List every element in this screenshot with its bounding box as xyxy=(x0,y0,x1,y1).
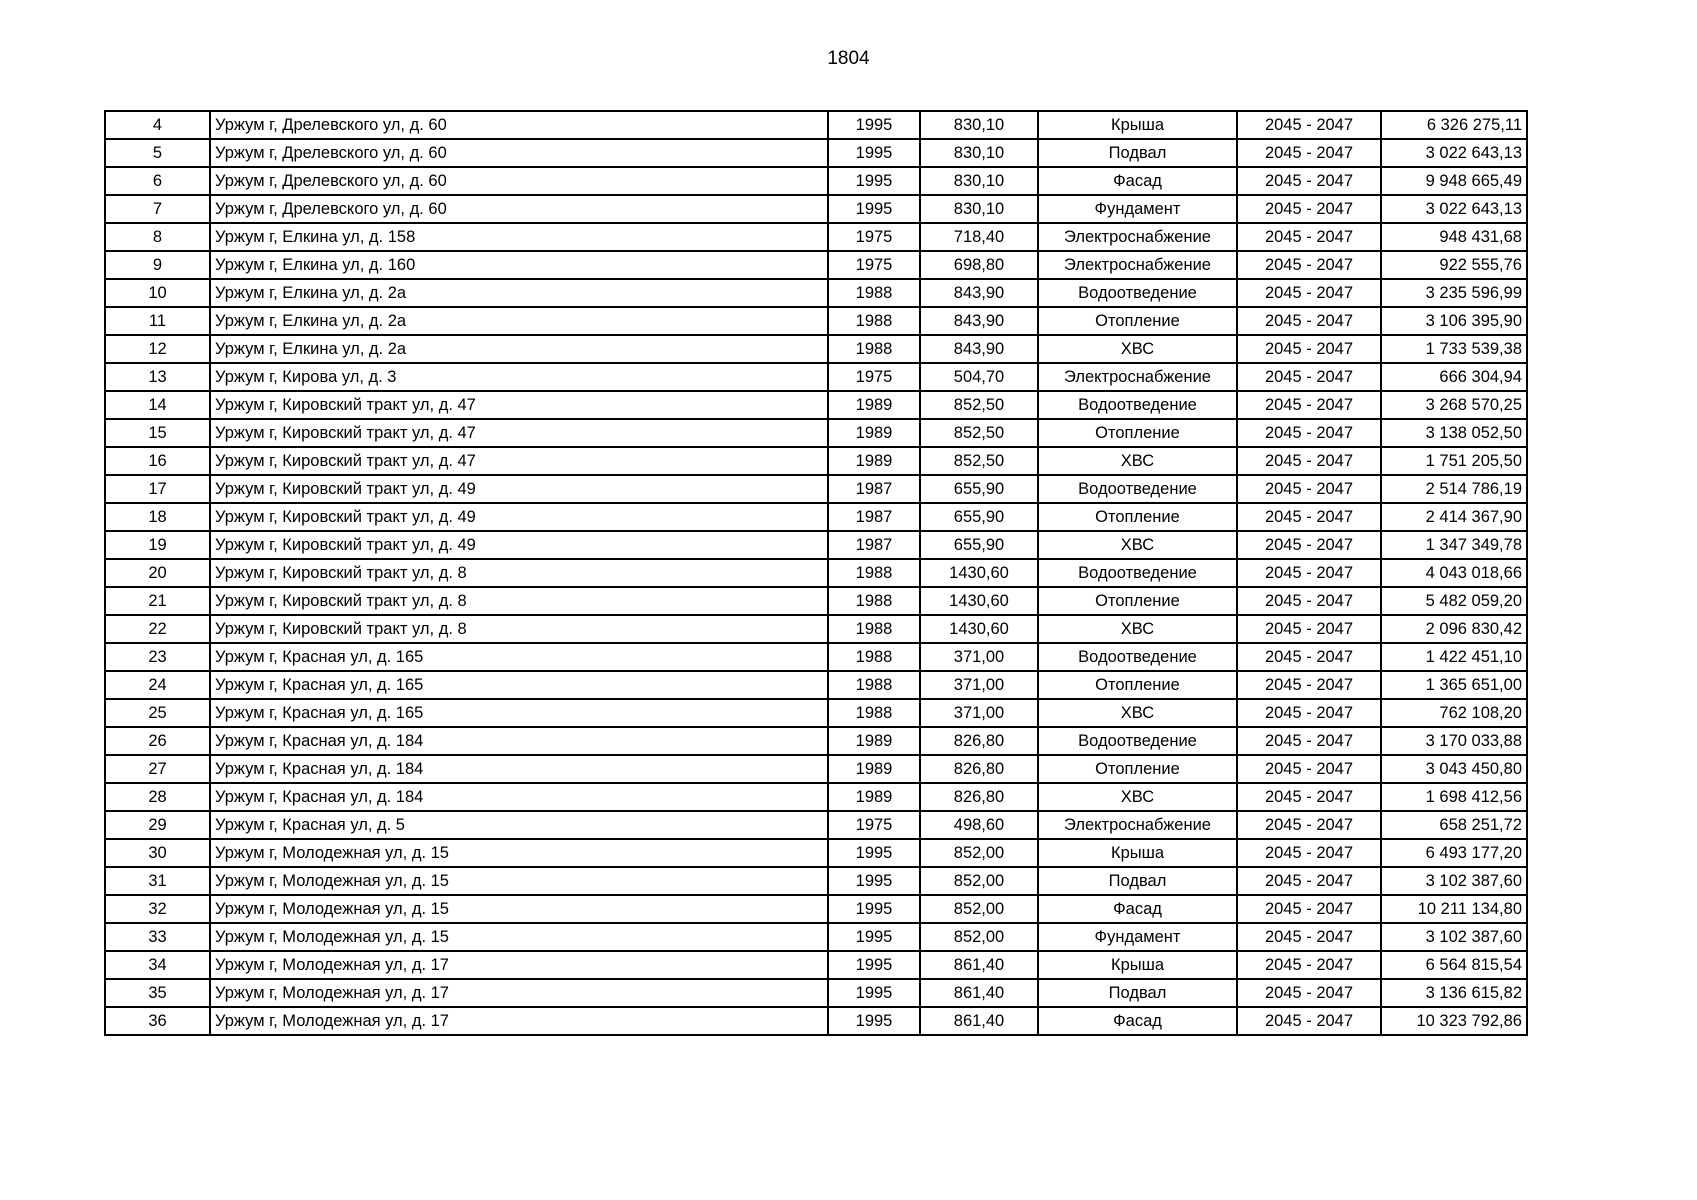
address-cell: Уржум г, Молодежная ул, д. 15 xyxy=(210,867,828,895)
table-row xyxy=(105,531,1527,559)
period-cell: 2045 - 2047 xyxy=(1237,671,1381,699)
area-cell: 843,90 xyxy=(920,279,1038,307)
work-type-cell: Отопление xyxy=(1038,419,1237,447)
period-cell: 2045 - 2047 xyxy=(1237,811,1381,839)
row-number-cell: 10 xyxy=(105,279,210,307)
period-cell: 2045 - 2047 xyxy=(1237,699,1381,727)
row-number-cell: 16 xyxy=(105,447,210,475)
cost-cell: 2 514 786,19 xyxy=(1381,475,1527,503)
table-row xyxy=(105,559,1527,587)
table-row xyxy=(105,699,1527,727)
work-type-cell: Подвал xyxy=(1038,867,1237,895)
year-built-cell: 1987 xyxy=(828,503,920,531)
cost-cell: 10 323 792,86 xyxy=(1381,1007,1527,1035)
address-cell: Уржум г, Елкина ул, д. 2а xyxy=(210,335,828,363)
area-cell: 371,00 xyxy=(920,671,1038,699)
cost-cell: 6 493 177,20 xyxy=(1381,839,1527,867)
period-cell: 2045 - 2047 xyxy=(1237,223,1381,251)
table-row xyxy=(105,363,1527,391)
cost-cell: 1 733 539,38 xyxy=(1381,335,1527,363)
area-cell: 718,40 xyxy=(920,223,1038,251)
table-row xyxy=(105,951,1527,979)
period-cell: 2045 - 2047 xyxy=(1237,895,1381,923)
area-cell: 861,40 xyxy=(920,1007,1038,1035)
area-cell: 852,50 xyxy=(920,419,1038,447)
year-built-cell: 1995 xyxy=(828,867,920,895)
cost-cell: 3 102 387,60 xyxy=(1381,923,1527,951)
work-type-cell: Водоотведение xyxy=(1038,475,1237,503)
cost-cell: 3 138 052,50 xyxy=(1381,419,1527,447)
row-number-cell: 34 xyxy=(105,951,210,979)
area-cell: 826,80 xyxy=(920,755,1038,783)
table-row xyxy=(105,783,1527,811)
period-cell: 2045 - 2047 xyxy=(1237,615,1381,643)
address-cell: Уржум г, Дрелевского ул, д. 60 xyxy=(210,111,828,139)
address-cell: Уржум г, Кировский тракт ул, д. 8 xyxy=(210,559,828,587)
cost-cell: 666 304,94 xyxy=(1381,363,1527,391)
period-cell: 2045 - 2047 xyxy=(1237,727,1381,755)
cost-cell: 1 422 451,10 xyxy=(1381,643,1527,671)
work-type-cell: Водоотведение xyxy=(1038,727,1237,755)
work-type-cell: Отопление xyxy=(1038,503,1237,531)
work-type-cell: Крыша xyxy=(1038,951,1237,979)
table-row xyxy=(105,139,1527,167)
year-built-cell: 1995 xyxy=(828,167,920,195)
row-number-cell: 17 xyxy=(105,475,210,503)
table-row xyxy=(105,335,1527,363)
cost-cell: 922 555,76 xyxy=(1381,251,1527,279)
year-built-cell: 1975 xyxy=(828,251,920,279)
period-cell: 2045 - 2047 xyxy=(1237,363,1381,391)
area-cell: 504,70 xyxy=(920,363,1038,391)
period-cell: 2045 - 2047 xyxy=(1237,1007,1381,1035)
cost-cell: 1 698 412,56 xyxy=(1381,783,1527,811)
cost-cell: 6 326 275,11 xyxy=(1381,111,1527,139)
period-cell: 2045 - 2047 xyxy=(1237,559,1381,587)
year-built-cell: 1975 xyxy=(828,811,920,839)
table-row xyxy=(105,867,1527,895)
year-built-cell: 1987 xyxy=(828,475,920,503)
year-built-cell: 1988 xyxy=(828,671,920,699)
area-cell: 852,00 xyxy=(920,895,1038,923)
address-cell: Уржум г, Молодежная ул, д. 15 xyxy=(210,923,828,951)
row-number-cell: 7 xyxy=(105,195,210,223)
address-cell: Уржум г, Елкина ул, д. 160 xyxy=(210,251,828,279)
work-type-cell: Водоотведение xyxy=(1038,643,1237,671)
table-row xyxy=(105,839,1527,867)
cost-cell: 3 102 387,60 xyxy=(1381,867,1527,895)
cost-cell: 3 170 033,88 xyxy=(1381,727,1527,755)
year-built-cell: 1995 xyxy=(828,951,920,979)
row-number-cell: 28 xyxy=(105,783,210,811)
work-type-cell: ХВС xyxy=(1038,615,1237,643)
work-type-cell: Электроснабжение xyxy=(1038,223,1237,251)
period-cell: 2045 - 2047 xyxy=(1237,587,1381,615)
year-built-cell: 1989 xyxy=(828,783,920,811)
area-cell: 830,10 xyxy=(920,167,1038,195)
cost-cell: 3 136 615,82 xyxy=(1381,979,1527,1007)
period-cell: 2045 - 2047 xyxy=(1237,447,1381,475)
work-type-cell: Крыша xyxy=(1038,111,1237,139)
address-cell: Уржум г, Елкина ул, д. 158 xyxy=(210,223,828,251)
table-row xyxy=(105,503,1527,531)
table-row xyxy=(105,643,1527,671)
address-cell: Уржум г, Елкина ул, д. 2а xyxy=(210,279,828,307)
address-cell: Уржум г, Кировский тракт ул, д. 49 xyxy=(210,503,828,531)
work-type-cell: ХВС xyxy=(1038,447,1237,475)
area-cell: 852,00 xyxy=(920,867,1038,895)
address-cell: Уржум г, Красная ул, д. 165 xyxy=(210,699,828,727)
row-number-cell: 35 xyxy=(105,979,210,1007)
address-cell: Уржум г, Молодежная ул, д. 17 xyxy=(210,979,828,1007)
row-number-cell: 4 xyxy=(105,111,210,139)
year-built-cell: 1989 xyxy=(828,391,920,419)
address-cell: Уржум г, Дрелевского ул, д. 60 xyxy=(210,139,828,167)
address-cell: Уржум г, Молодежная ул, д. 15 xyxy=(210,895,828,923)
cost-cell: 1 751 205,50 xyxy=(1381,447,1527,475)
cost-cell: 3 268 570,25 xyxy=(1381,391,1527,419)
work-type-cell: Электроснабжение xyxy=(1038,251,1237,279)
cost-cell: 3 106 395,90 xyxy=(1381,307,1527,335)
work-type-cell: Подвал xyxy=(1038,979,1237,1007)
area-cell: 655,90 xyxy=(920,475,1038,503)
work-type-cell: Фундамент xyxy=(1038,195,1237,223)
row-number-cell: 25 xyxy=(105,699,210,727)
address-cell: Уржум г, Елкина ул, д. 2а xyxy=(210,307,828,335)
address-cell: Уржум г, Молодежная ул, д. 17 xyxy=(210,951,828,979)
row-number-cell: 9 xyxy=(105,251,210,279)
table-row xyxy=(105,391,1527,419)
work-type-cell: Отопление xyxy=(1038,587,1237,615)
table-row xyxy=(105,615,1527,643)
work-type-cell: Подвал xyxy=(1038,139,1237,167)
address-cell: Уржум г, Молодежная ул, д. 15 xyxy=(210,839,828,867)
year-built-cell: 1988 xyxy=(828,699,920,727)
cost-cell: 3 022 643,13 xyxy=(1381,139,1527,167)
area-cell: 852,00 xyxy=(920,923,1038,951)
row-number-cell: 36 xyxy=(105,1007,210,1035)
row-number-cell: 23 xyxy=(105,643,210,671)
area-cell: 830,10 xyxy=(920,111,1038,139)
table-row xyxy=(105,1007,1527,1035)
period-cell: 2045 - 2047 xyxy=(1237,531,1381,559)
work-type-cell: Электроснабжение xyxy=(1038,363,1237,391)
work-type-cell: Отопление xyxy=(1038,307,1237,335)
row-number-cell: 13 xyxy=(105,363,210,391)
area-cell: 843,90 xyxy=(920,307,1038,335)
work-type-cell: Крыша xyxy=(1038,839,1237,867)
table-row xyxy=(105,307,1527,335)
area-cell: 852,50 xyxy=(920,447,1038,475)
row-number-cell: 18 xyxy=(105,503,210,531)
work-type-cell: Отопление xyxy=(1038,755,1237,783)
work-type-cell: Фундамент xyxy=(1038,923,1237,951)
year-built-cell: 1988 xyxy=(828,335,920,363)
table-row xyxy=(105,223,1527,251)
address-cell: Уржум г, Кировский тракт ул, д. 47 xyxy=(210,419,828,447)
row-number-cell: 19 xyxy=(105,531,210,559)
table-row xyxy=(105,251,1527,279)
year-built-cell: 1995 xyxy=(828,111,920,139)
row-number-cell: 32 xyxy=(105,895,210,923)
work-type-cell: Фасад xyxy=(1038,1007,1237,1035)
year-built-cell: 1988 xyxy=(828,559,920,587)
row-number-cell: 12 xyxy=(105,335,210,363)
row-number-cell: 22 xyxy=(105,615,210,643)
cost-cell: 4 043 018,66 xyxy=(1381,559,1527,587)
table-row xyxy=(105,811,1527,839)
row-number-cell: 29 xyxy=(105,811,210,839)
address-cell: Уржум г, Красная ул, д. 184 xyxy=(210,727,828,755)
period-cell: 2045 - 2047 xyxy=(1237,951,1381,979)
period-cell: 2045 - 2047 xyxy=(1237,867,1381,895)
address-cell: Уржум г, Дрелевского ул, д. 60 xyxy=(210,167,828,195)
table-body xyxy=(105,111,1527,1035)
period-cell: 2045 - 2047 xyxy=(1237,979,1381,1007)
row-number-cell: 8 xyxy=(105,223,210,251)
row-number-cell: 6 xyxy=(105,167,210,195)
year-built-cell: 1995 xyxy=(828,839,920,867)
cost-cell: 5 482 059,20 xyxy=(1381,587,1527,615)
cost-cell: 2 096 830,42 xyxy=(1381,615,1527,643)
address-cell: Уржум г, Кировский тракт ул, д. 49 xyxy=(210,475,828,503)
area-cell: 1430,60 xyxy=(920,559,1038,587)
year-built-cell: 1989 xyxy=(828,755,920,783)
year-built-cell: 1995 xyxy=(828,923,920,951)
cost-cell: 3 022 643,13 xyxy=(1381,195,1527,223)
area-cell: 861,40 xyxy=(920,979,1038,1007)
period-cell: 2045 - 2047 xyxy=(1237,923,1381,951)
period-cell: 2045 - 2047 xyxy=(1237,755,1381,783)
period-cell: 2045 - 2047 xyxy=(1237,111,1381,139)
cost-cell: 6 564 815,54 xyxy=(1381,951,1527,979)
row-number-cell: 30 xyxy=(105,839,210,867)
period-cell: 2045 - 2047 xyxy=(1237,839,1381,867)
period-cell: 2045 - 2047 xyxy=(1237,475,1381,503)
cost-cell: 1 347 349,78 xyxy=(1381,531,1527,559)
area-cell: 371,00 xyxy=(920,643,1038,671)
table-row xyxy=(105,447,1527,475)
area-cell: 861,40 xyxy=(920,951,1038,979)
table-row xyxy=(105,895,1527,923)
row-number-cell: 14 xyxy=(105,391,210,419)
year-built-cell: 1995 xyxy=(828,139,920,167)
year-built-cell: 1975 xyxy=(828,223,920,251)
row-number-cell: 11 xyxy=(105,307,210,335)
address-cell: Уржум г, Кировский тракт ул, д. 47 xyxy=(210,447,828,475)
area-cell: 843,90 xyxy=(920,335,1038,363)
area-cell: 698,80 xyxy=(920,251,1038,279)
cost-cell: 3 235 596,99 xyxy=(1381,279,1527,307)
year-built-cell: 1989 xyxy=(828,447,920,475)
cost-cell: 9 948 665,49 xyxy=(1381,167,1527,195)
year-built-cell: 1989 xyxy=(828,727,920,755)
work-type-cell: ХВС xyxy=(1038,335,1237,363)
area-cell: 826,80 xyxy=(920,783,1038,811)
table-row xyxy=(105,279,1527,307)
table-row xyxy=(105,111,1527,139)
period-cell: 2045 - 2047 xyxy=(1237,419,1381,447)
period-cell: 2045 - 2047 xyxy=(1237,279,1381,307)
address-cell: Уржум г, Красная ул, д. 165 xyxy=(210,671,828,699)
area-cell: 371,00 xyxy=(920,699,1038,727)
year-built-cell: 1988 xyxy=(828,615,920,643)
year-built-cell: 1989 xyxy=(828,419,920,447)
period-cell: 2045 - 2047 xyxy=(1237,167,1381,195)
address-cell: Уржум г, Красная ул, д. 184 xyxy=(210,755,828,783)
work-type-cell: Водоотведение xyxy=(1038,559,1237,587)
period-cell: 2045 - 2047 xyxy=(1237,391,1381,419)
row-number-cell: 26 xyxy=(105,727,210,755)
area-cell: 655,90 xyxy=(920,503,1038,531)
period-cell: 2045 - 2047 xyxy=(1237,335,1381,363)
row-number-cell: 24 xyxy=(105,671,210,699)
period-cell: 2045 - 2047 xyxy=(1237,783,1381,811)
page-number: 1804 xyxy=(827,48,870,69)
row-number-cell: 15 xyxy=(105,419,210,447)
address-cell: Уржум г, Кирова ул, д. 3 xyxy=(210,363,828,391)
table-row xyxy=(105,419,1527,447)
year-built-cell: 1975 xyxy=(828,363,920,391)
year-built-cell: 1988 xyxy=(828,587,920,615)
work-type-cell: Водоотведение xyxy=(1038,391,1237,419)
work-type-cell: ХВС xyxy=(1038,531,1237,559)
row-number-cell: 20 xyxy=(105,559,210,587)
address-cell: Уржум г, Кировский тракт ул, д. 8 xyxy=(210,615,828,643)
table-row xyxy=(105,587,1527,615)
row-number-cell: 33 xyxy=(105,923,210,951)
year-built-cell: 1995 xyxy=(828,979,920,1007)
cost-cell: 10 211 134,80 xyxy=(1381,895,1527,923)
work-type-cell: Фасад xyxy=(1038,167,1237,195)
row-number-cell: 5 xyxy=(105,139,210,167)
cost-cell: 3 043 450,80 xyxy=(1381,755,1527,783)
area-cell: 852,00 xyxy=(920,839,1038,867)
work-type-cell: Водоотведение xyxy=(1038,279,1237,307)
area-cell: 826,80 xyxy=(920,727,1038,755)
address-cell: Уржум г, Красная ул, д. 165 xyxy=(210,643,828,671)
cost-cell: 948 431,68 xyxy=(1381,223,1527,251)
table-row xyxy=(105,727,1527,755)
year-built-cell: 1987 xyxy=(828,531,920,559)
table-row xyxy=(105,923,1527,951)
area-cell: 830,10 xyxy=(920,195,1038,223)
cost-cell: 762 108,20 xyxy=(1381,699,1527,727)
table-row xyxy=(105,671,1527,699)
address-cell: Уржум г, Кировский тракт ул, д. 8 xyxy=(210,587,828,615)
area-cell: 655,90 xyxy=(920,531,1038,559)
period-cell: 2045 - 2047 xyxy=(1237,195,1381,223)
period-cell: 2045 - 2047 xyxy=(1237,251,1381,279)
cost-cell: 658 251,72 xyxy=(1381,811,1527,839)
year-built-cell: 1988 xyxy=(828,307,920,335)
cost-cell: 1 365 651,00 xyxy=(1381,671,1527,699)
year-built-cell: 1988 xyxy=(828,279,920,307)
row-number-cell: 31 xyxy=(105,867,210,895)
year-built-cell: 1988 xyxy=(828,643,920,671)
work-type-cell: ХВС xyxy=(1038,699,1237,727)
row-number-cell: 27 xyxy=(105,755,210,783)
year-built-cell: 1995 xyxy=(828,1007,920,1035)
address-cell: Уржум г, Дрелевского ул, д. 60 xyxy=(210,195,828,223)
area-cell: 852,50 xyxy=(920,391,1038,419)
year-built-cell: 1995 xyxy=(828,195,920,223)
period-cell: 2045 - 2047 xyxy=(1237,503,1381,531)
year-built-cell: 1995 xyxy=(828,895,920,923)
area-cell: 1430,60 xyxy=(920,587,1038,615)
table-row xyxy=(105,755,1527,783)
area-cell: 498,60 xyxy=(920,811,1038,839)
area-cell: 830,10 xyxy=(920,139,1038,167)
address-cell: Уржум г, Кировский тракт ул, д. 49 xyxy=(210,531,828,559)
work-type-cell: Электроснабжение xyxy=(1038,811,1237,839)
table-row xyxy=(105,195,1527,223)
table-row xyxy=(105,167,1527,195)
table-row xyxy=(105,475,1527,503)
address-cell: Уржум г, Красная ул, д. 5 xyxy=(210,811,828,839)
area-cell: 1430,60 xyxy=(920,615,1038,643)
period-cell: 2045 - 2047 xyxy=(1237,139,1381,167)
work-type-cell: ХВС xyxy=(1038,783,1237,811)
repair-schedule-table xyxy=(104,110,1528,1036)
cost-cell: 2 414 367,90 xyxy=(1381,503,1527,531)
work-type-cell: Отопление xyxy=(1038,671,1237,699)
row-number-cell: 21 xyxy=(105,587,210,615)
work-type-cell: Фасад xyxy=(1038,895,1237,923)
period-cell: 2045 - 2047 xyxy=(1237,307,1381,335)
address-cell: Уржум г, Молодежная ул, д. 17 xyxy=(210,1007,828,1035)
address-cell: Уржум г, Красная ул, д. 184 xyxy=(210,783,828,811)
address-cell: Уржум г, Кировский тракт ул, д. 47 xyxy=(210,391,828,419)
table-row xyxy=(105,979,1527,1007)
period-cell: 2045 - 2047 xyxy=(1237,643,1381,671)
